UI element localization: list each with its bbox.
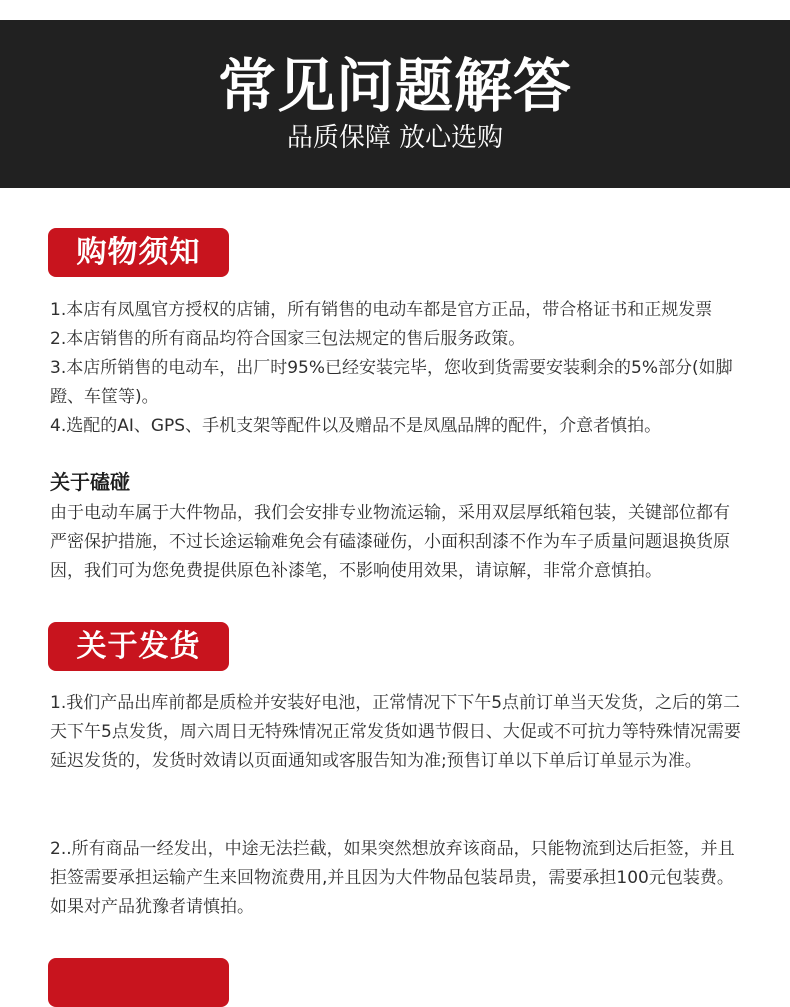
collision-paragraph: 由于电动车属于大件物品，我们会安排专业物流运输，采用双层厚纸箱包装，关键部位都有严密保护措施，不过长途运输难免会有磕漆碰伤，小面积刮漆不作为车子质量问题退换货原因，我们可为您免费提供原色补漆笔，不影响使用效果，请谅解，非常介意慎拍。 bbox=[50, 503, 730, 581]
shipping-paragraph-2-block bbox=[50, 835, 746, 922]
section-badge-next bbox=[48, 958, 229, 1007]
collision-heading: 关于磕碰 bbox=[50, 470, 130, 494]
collision-text bbox=[50, 499, 746, 586]
shipping-paragraph-1-block bbox=[50, 689, 746, 776]
shopping-notice-list bbox=[50, 296, 746, 441]
header-banner bbox=[0, 20, 790, 188]
section-badge-shopping-notice: 购物须知 bbox=[48, 228, 229, 277]
shipping-paragraph-2: 2..所有商品一经发出，中途无法拦截，如果突然想放弃该商品，只能物流到达后拒签，并且拒签需要承担运输产生来回物流费用,并且因为大件物品包装昂贵，需要承担100元包装费。如果对产品犹豫者请慎拍。 bbox=[50, 839, 735, 917]
page-title: 常见问题解答 bbox=[217, 52, 572, 120]
section-badge-shipping: 关于发货 bbox=[48, 622, 229, 671]
shipping-paragraph-1: 1.我们产品出库前都是质检并安装好电池，正常情况下下午5点前订单当天发货，之后的第二天下午5点发货，周六周日无特殊情况正常发货如遇节假日、大促或不可抗力等特殊情况需要延迟发货的，发货时效请以页面通知或客服告知为准;预售订单以下单后订单显示为准。 bbox=[50, 693, 741, 771]
notice-item-2: 2.本店销售的所有商品均符合国家三包法规定的售后服务政策。 bbox=[50, 329, 526, 349]
page-subtitle: 品质保障 放心选购 bbox=[286, 123, 504, 153]
notice-item-1: 1.本店有凤凰官方授权的店铺，所有销售的电动车都是官方正品，带合格证书和正规发票 bbox=[50, 300, 713, 320]
notice-item-3: 3.本店所销售的电动车，出厂时95%已经安装完毕，您收到货需要安装剩余的5%部分(如脚蹬、车筐等)。 bbox=[50, 358, 733, 407]
notice-item-4: 4.选配的AI、GPS、手机支架等配件以及赠品不是凤凰品牌的配件，介意者慎拍。 bbox=[50, 416, 662, 436]
